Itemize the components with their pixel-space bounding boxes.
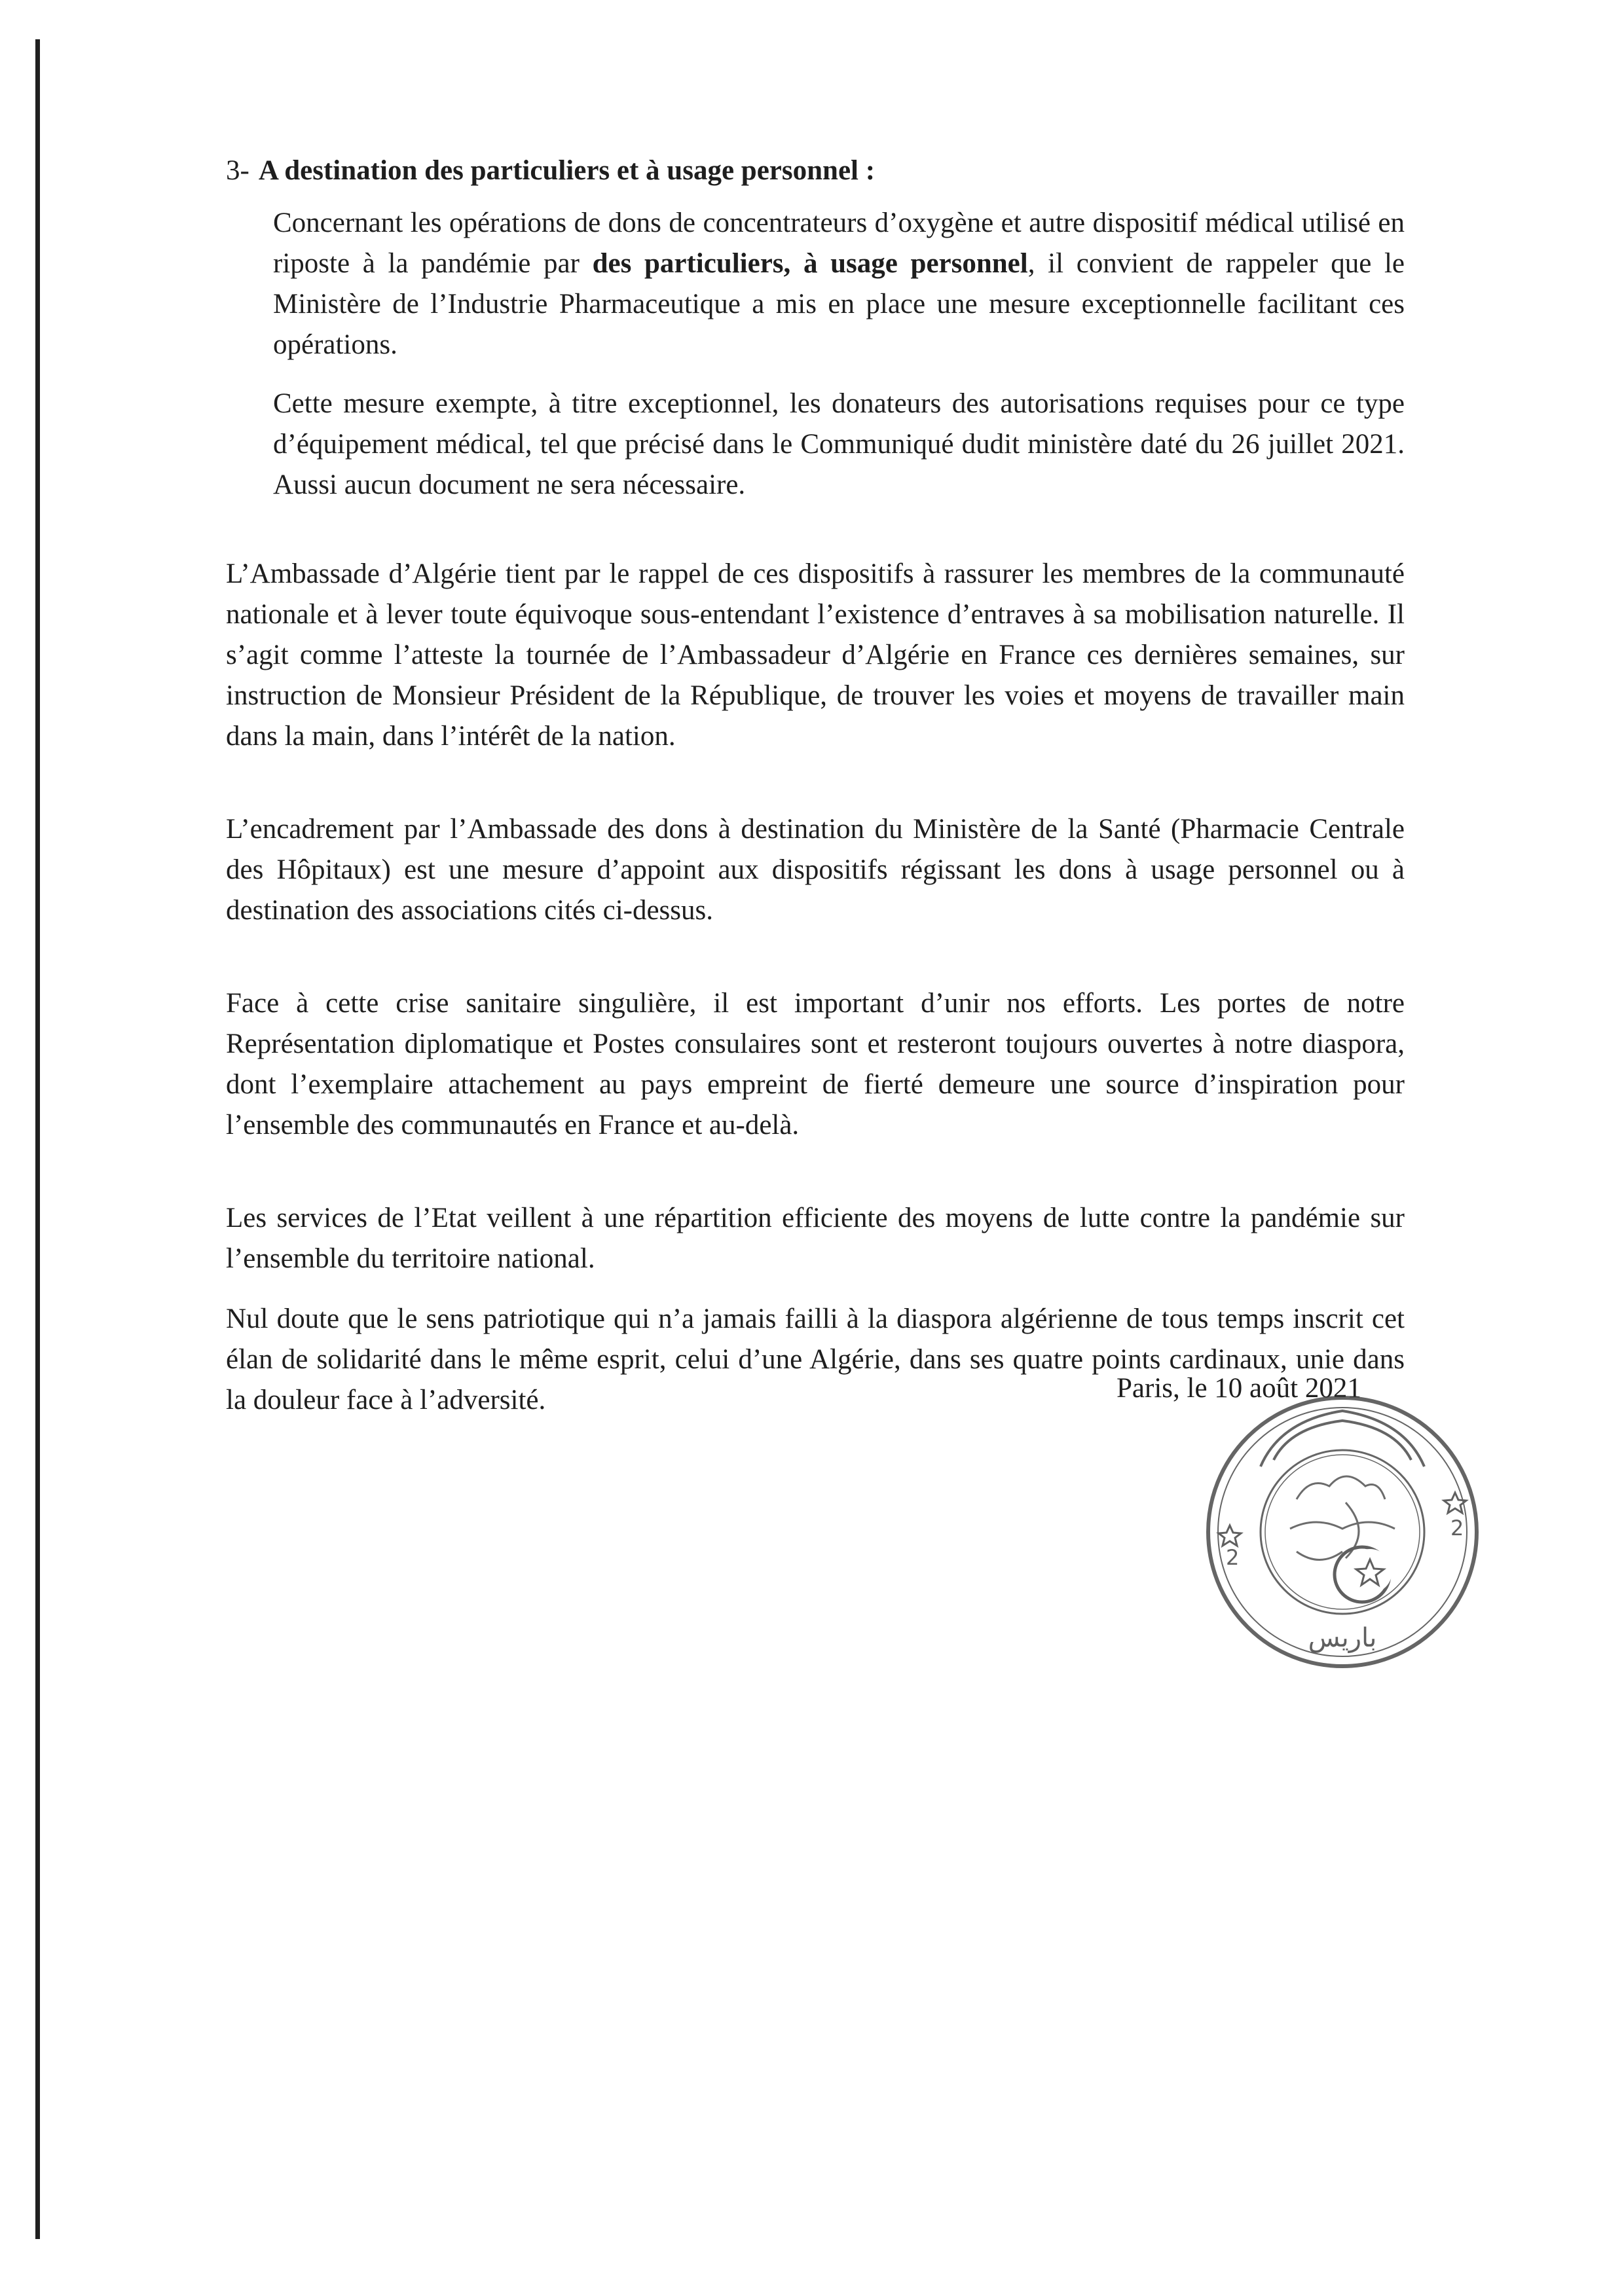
embassy-seal-stamp bbox=[1198, 1388, 1486, 1676]
paragraph-text: , il convient de rappeler que le Ministère de l’Industrie Pharmaceutique a mis en place une mesure exceptionnelle facilitant ces opérations. bbox=[273, 248, 1405, 360]
place-date-line: Paris, le 10 août 2021 bbox=[1116, 1373, 1361, 1404]
section-title: A destination des particuliers et à usage personnel : bbox=[258, 155, 876, 186]
section-heading bbox=[226, 151, 1405, 191]
paragraph-health-ministry: L’encadrement par l’Ambassade des dons à destination du Ministère de la Santé (Pharmacie Centrale des Hôpitaux) est une mesure d’appoint aux dispositifs régissant les dons à usage personnel ou à destination des associations cités ci-dessus. bbox=[226, 814, 1405, 926]
document-body bbox=[226, 151, 1405, 1473]
paragraph-state-services: Les services de l’Etat veillent à une répartition efficiente des moyens de lutte contre la pandémie sur l’ensemble du territoire national. bbox=[226, 1203, 1405, 1274]
paragraph-text: Concernant les opérations de dons de concentrateurs d’oxygène et autre dispositif médical utilisé en riposte à la pandémie par bbox=[273, 208, 1405, 279]
paragraph-patriotism: Nul doute que le sens patriotique qui n’a jamais failli à la diaspora algérienne de tous temps inscrit cet élan de solidarité dans le même esprit, celui d’une Algérie, dans ses quatre points cardinaux, unie dans la douleur face à l’adversité. bbox=[226, 1303, 1405, 1415]
section-paragraph-2: Cette mesure exempte, à titre exceptionnel, les donateurs des autorisations requises pour ce type d’équipement médical, tel que précisé dans le Communiqué dudit ministère daté du 26 juillet 2021. Aussi aucun document ne sera nécessaire. bbox=[273, 388, 1405, 500]
section-content bbox=[273, 203, 1405, 505]
seal-star-number-left: 2 bbox=[1226, 1545, 1240, 1570]
paragraph-embassy-reassurance: L’Ambassade d’Algérie tient par le rappel de ces dispositifs à rassurer les membres de la communauté nationale et à lever toute équivoque sous-entendant l’existence d’entraves à sa mobilisation naturelle. Il s’agit comme l’atteste la tournée de l’Ambassadeur d’Algérie en France ces dernières semaines, sur instruction de Monsieur Président de la République, de trouver les voies et moyens de travailler main dans la main, dans l’intérêt de la nation. bbox=[226, 558, 1405, 752]
paragraph-crisis-efforts: Face à cette crise sanitaire singulière, il est important d’unir nos efforts. Les portes de notre Représentation diplomatique et Postes consulaires sont et resteront toujours ouvertes à notre diaspora, dont l’exemplaire attachement au pays empreint de fierté demeure une source d’inspiration pour l’ensemble des communautés en France et au-delà. bbox=[226, 988, 1405, 1140]
section-paragraph-1 bbox=[273, 203, 1405, 365]
section-number: 3- bbox=[226, 155, 249, 186]
seal-star-number-right: 2 bbox=[1450, 1516, 1464, 1540]
scan-edge-line bbox=[35, 39, 40, 2239]
emphasis-text: des particuliers, à usage personnel bbox=[592, 248, 1028, 279]
seal-bottom-text: باريس bbox=[1308, 1623, 1377, 1653]
